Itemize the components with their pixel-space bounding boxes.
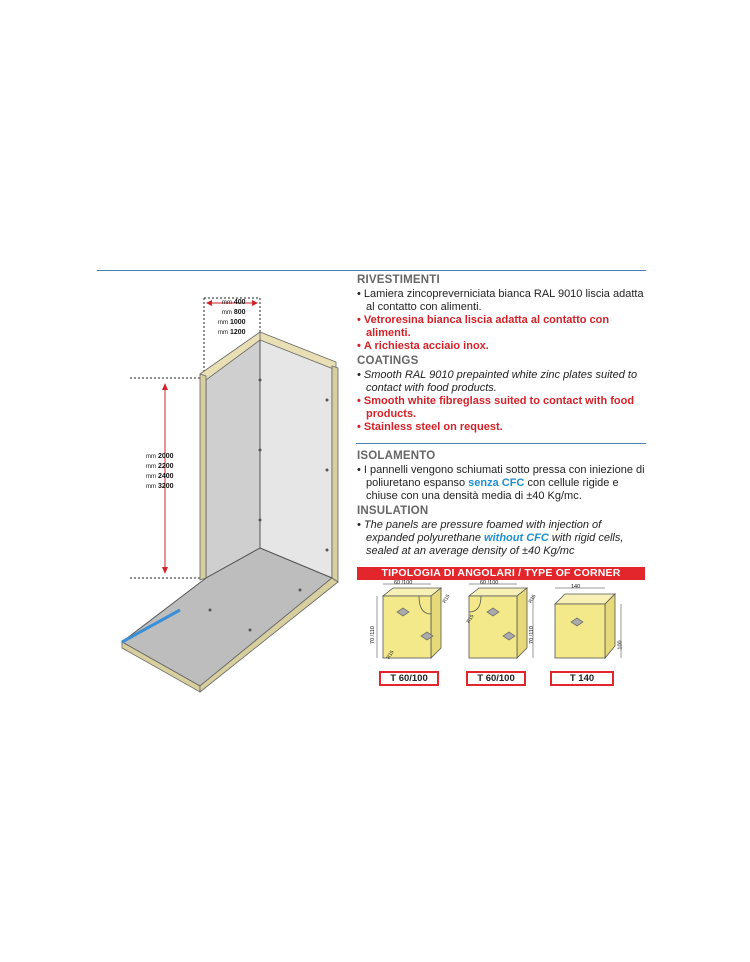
insulation-highlight: without CFC	[484, 532, 549, 544]
corner1-corner-dim: R15	[441, 593, 452, 605]
list-item: • Stainless steel on request.	[357, 421, 647, 434]
height-unit-label: mm	[146, 484, 156, 490]
rivestimenti-section	[357, 274, 647, 434]
insulation-text-after: with rigid cells, sealed at an average density of ±40 Kg/mc	[366, 532, 624, 557]
width-value: 800	[233, 309, 246, 316]
width-value: 1200	[229, 329, 246, 336]
isolamento-list	[357, 464, 647, 503]
list-item	[357, 464, 647, 503]
height-unit-label: mm	[146, 464, 156, 470]
width-value: 1000	[229, 319, 246, 326]
rivestimenti-heading: RIVESTIMENTI	[357, 274, 440, 286]
height-value: 3200	[157, 483, 174, 490]
corner-type-diagrams	[357, 582, 647, 672]
height-value: 2400	[157, 473, 174, 480]
insulation-list	[357, 519, 647, 558]
corner-diagram-2	[469, 588, 527, 658]
width-unit-label: mm	[221, 310, 232, 316]
corner-type-label-2: T 60/100	[466, 671, 526, 686]
height-unit-label: mm	[146, 454, 156, 460]
isolamento-heading: ISOLAMENTO	[357, 450, 436, 462]
corner2-inner-dim: R15	[465, 613, 476, 625]
corner2-side-dim: 70 /110	[528, 626, 535, 644]
list-item	[357, 519, 647, 558]
list-item: • A richiesta acciaio inox.	[357, 340, 647, 353]
insulation-text-before: The panels are pressure foamed with injection of expanded polyurethane	[363, 519, 602, 544]
list-item: • Smooth white fibreglass suited to contact with food products.	[357, 395, 647, 421]
corner-diagram-3	[555, 594, 615, 658]
corner1-side-dim: 70 /110	[369, 626, 376, 644]
corner-type-label-1: T 60/100	[379, 671, 439, 686]
rivestimenti-list	[357, 288, 647, 353]
corner-diagram-1	[383, 588, 441, 658]
top-divider	[97, 270, 646, 271]
corner3-top-dim: 140	[571, 584, 581, 590]
corner2-top-dim: 60 /100	[480, 580, 499, 586]
coatings-list	[357, 369, 647, 434]
corner-type-label-3: T 140	[550, 671, 614, 686]
isolamento-text-after: con cellule rigide e chiuse con una densità media di ±40 Kg/mc.	[366, 477, 619, 502]
list-item: • Smooth RAL 9010 prepainted white zinc plates suited to contact with food products.	[357, 369, 647, 395]
height-value: 2000	[157, 453, 174, 460]
height-unit-label: mm	[146, 474, 156, 480]
width-value: 400	[233, 299, 246, 306]
corner-type-bar: TIPOLOGIA DI ANGOLARI / TYPE OF CORNER	[357, 567, 645, 580]
corner1-top-dim: 60 /100	[394, 580, 413, 586]
height-dimensions	[146, 452, 174, 492]
list-item: • Vetroresina bianca liscia adatta al contatto con alimenti.	[357, 314, 647, 340]
corner2-corner-dim: R15	[527, 593, 538, 605]
width-unit-label: mm	[218, 320, 228, 326]
corner3-side-dim: 100	[617, 640, 624, 650]
corner1-inner-dim: R15	[385, 649, 396, 661]
height-value: 2200	[157, 463, 174, 470]
coatings-heading: COATINGS	[357, 355, 419, 367]
width-unit-label: mm	[218, 330, 228, 336]
list-item: • Lamiera zincopreverniciata bianca RAL 9010 liscia adatta al contatto con alimenti.	[357, 288, 647, 314]
width-dimensions	[218, 298, 246, 338]
isolamento-text-before: I pannelli vengono schiumati sotto pressa con iniezione di poliuretano espanso	[363, 464, 645, 489]
width-unit-label: mm	[221, 300, 232, 306]
insulation-heading: INSULATION	[357, 505, 429, 517]
isolamento-section	[357, 450, 647, 558]
isolamento-highlight: senza CFC	[468, 477, 525, 489]
